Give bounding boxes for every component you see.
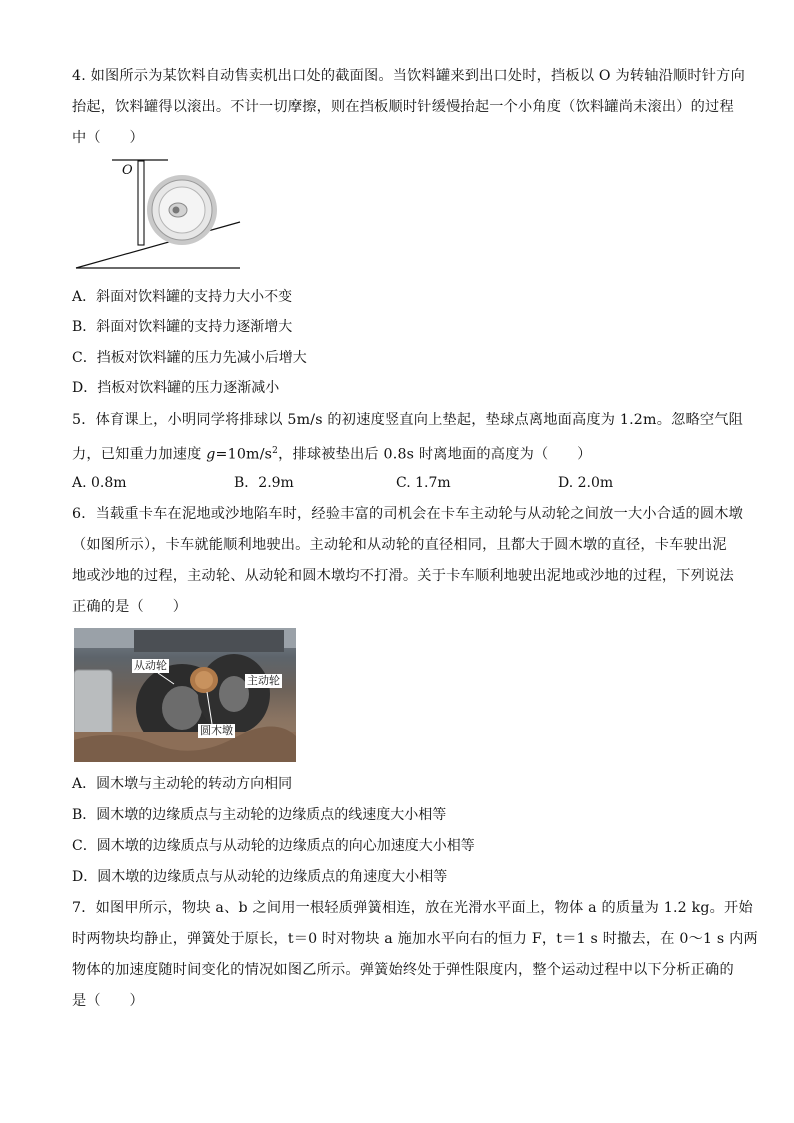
photo-label-log: 圆木墩 bbox=[200, 724, 233, 737]
q6-stem-line-3: 地或沙地的过程，主动轮、从动轮和圆木墩均不打滑。关于卡车顺利地驶出泥地或沙地的过程，下列说法 bbox=[72, 568, 734, 584]
q5-stem-line-2: 力，已知重力加速度 $g=10m/s^2$，排球被垫出后 0.8s 时离地面的高度为（ ） bbox=[72, 446, 592, 463]
truck-wheels-photo bbox=[74, 628, 296, 762]
q7-stem-line-3: 物体的加速度随时间变化的情况如图乙所示。弹簧始终处于弹性限度内，整个运动过程中以下分析正确的 bbox=[72, 962, 734, 978]
q6-option-c: C．圆木墩的边缘质点与从动轮的边缘质点的向心加速度大小相等 bbox=[72, 838, 475, 854]
q5-stem-line-1: 5．体育课上，小明同学将排球以 5m/s 的初速度竖直向上垫起，垫球点离地面高度为 1.2m。忽略空气阻 bbox=[72, 412, 744, 428]
vending-machine-figure bbox=[72, 154, 244, 272]
can-icon bbox=[147, 175, 217, 245]
q5-option-a: A. 0.8m bbox=[72, 475, 127, 491]
q6-option-a: A．圆木墩与主动轮的转动方向相同 bbox=[72, 776, 293, 792]
q6-stem-line-4: 正确的是（ ） bbox=[72, 599, 188, 615]
q7-stem-line-4: 是（ ） bbox=[72, 993, 144, 1009]
q7-stem-line-2: 时两物块均静止，弹簧处于原长，t＝0 时对物块 a 施加水平向右的恒力 F，t＝1 s 时撤去，在 0～1 s 内两 bbox=[72, 931, 758, 947]
q4-stem-line-1: 4. 如图所示为某饮料自动售卖机出口处的截面图。当饮料罐来到出口处时，挡板以 O 为转轴沿顺时针方向 bbox=[72, 68, 745, 84]
q4-option-a: A．斜面对饮料罐的支持力大小不变 bbox=[72, 289, 293, 305]
q5-option-c: C. 1.7m bbox=[396, 475, 451, 491]
q6-option-d: D．圆木墩的边缘质点与从动轮的边缘质点的角速度大小相等 bbox=[72, 869, 448, 885]
q7-stem-line-1: 7．如图甲所示，物块 a、b 之间用一根轻质弹簧相连，放在光滑水平面上，物体 a 的质量为 1.2 kg。开始 bbox=[72, 900, 753, 916]
pivot-label-o: O bbox=[122, 163, 133, 178]
q6-stem-line-1: 6．当载重卡车在泥地或沙地陷车时，经验丰富的司机会在卡车主动轮与从动轮之间放一大小合适的圆木墩 bbox=[72, 506, 744, 522]
photo-label-driving-wheel: 主动轮 bbox=[247, 674, 280, 687]
q4-option-c: C．挡板对饮料罐的压力先减小后增大 bbox=[72, 350, 307, 366]
q6-option-b: B．圆木墩的边缘质点与主动轮的边缘质点的线速度大小相等 bbox=[72, 807, 447, 823]
q4-stem-line-3: 中（ ） bbox=[72, 130, 144, 146]
q4-option-d: D．挡板对饮料罐的压力逐渐减小 bbox=[72, 380, 280, 396]
q5-option-d: D. 2.0m bbox=[558, 475, 614, 491]
q4-option-b: B．斜面对饮料罐的支持力逐渐增大 bbox=[72, 319, 293, 335]
q6-stem-line-2: （如图所示），卡车就能顺利地驶出。主动轮和从动轮的直径相同，且都大于圆木墩的直径，卡车驶出泥 bbox=[72, 537, 727, 553]
q4-stem-line-2: 抬起，饮料罐得以滚出。不计一切摩擦，则在挡板顺时针缓慢抬起一个小角度（饮料罐尚未滚出）的过程 bbox=[72, 99, 734, 115]
photo-label-driven-wheel: 从动轮 bbox=[134, 659, 167, 672]
q5-option-b: B．2.9m bbox=[234, 475, 294, 491]
